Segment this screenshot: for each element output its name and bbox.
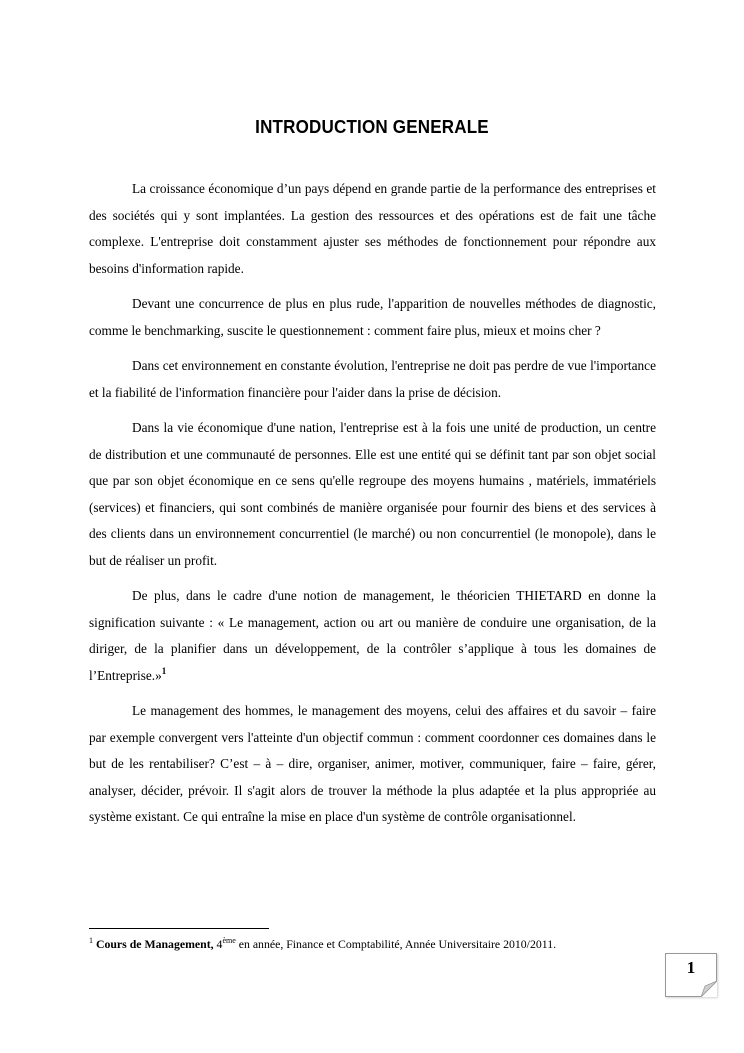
paragraph: Le management des hommes, le management des moyens, celui des affaires et du savoir – faire par exemple convergent vers l'atteinte d'un objectif commun : comment coordonner ces domaines dans le but de les rentabiliser? C’est – à – dire, organiser, animer, motiver, communiquer, faire – faire, gérer, analyser, décider, prévoir. Il s'agit alors de trouver la méthode la plus adaptée et la plus appropriée au système existant. Ce qui entraîne la mise en place d'un système de contrôle organisationnel. [89,703,656,824]
paragraph: Devant une concurrence de plus en plus rude, l'apparition de nouvelles méthodes de diagnostic, comme le benchmarking, suscite le questionnement : comment faire plus, mieux et moins cher ? [89,296,656,338]
footnote-separator [89,928,269,929]
paragraph-with-footnote [89,583,656,689]
body-text [89,176,656,840]
page-number: 1 [686,958,696,977]
footnote-year: 4 [216,937,223,951]
footnote-year-suffix: ème [222,936,236,945]
footnote-reference[interactable]: 1 [161,665,167,676]
paragraph-text: De plus, dans le cadre d'une notion de management, le théoricien THIETARD en donne la signification suivante : « Le management, action ou art ou manière de conduire une organisation, de la diriger, de la planifier dans un développement, de la contrôler s’applique à tous les domaines de l’Entreprise.» [89,588,656,683]
footnote-detail: en année, Finance et Comptabilité, Année Universitaire 2010/2011. [238,937,557,951]
footnote [89,936,689,952]
page-number-box [665,953,717,997]
page-title: INTRODUCTION GENERALE [255,116,489,137]
footnote-source: Cours de Management, [95,937,214,951]
paragraph: La croissance économique d’un pays dépend en grande partie de la performance des entreprises et des sociétés qui y sont implantées. La gestion des ressources et des opérations est de fait une tâche complexe. L'entreprise doit constamment ajuster ses méthodes de fonctionnement pour répondre aux besoins d'information rapide. [89,181,656,276]
page-curl-icon [701,981,717,997]
footnote-number: 1 [89,936,93,945]
paragraph: Dans la vie économique d'une nation, l'entreprise est à la fois une unité de production, un centre de distribution et une communauté de personnes. Elle est une entité qui se définit tant par son objet social que par son objet économique en ce sens qu'elle regroupe des moyens humains , matériels, immatériels (services) et financiers, qui sont combinés de manière organisée pour fournir des biens et des services à des clients dans un environnement concurrentiel (le marché) ou non concurrentiel (le monopole), dans le but de réaliser un profit. [89,420,656,568]
paragraph: Dans cet environnement en constante évolution, l'entreprise ne doit pas perdre de vue l'importance et la fiabilité de l'information financière pour l'aider dans la prise de décision. [89,358,656,400]
